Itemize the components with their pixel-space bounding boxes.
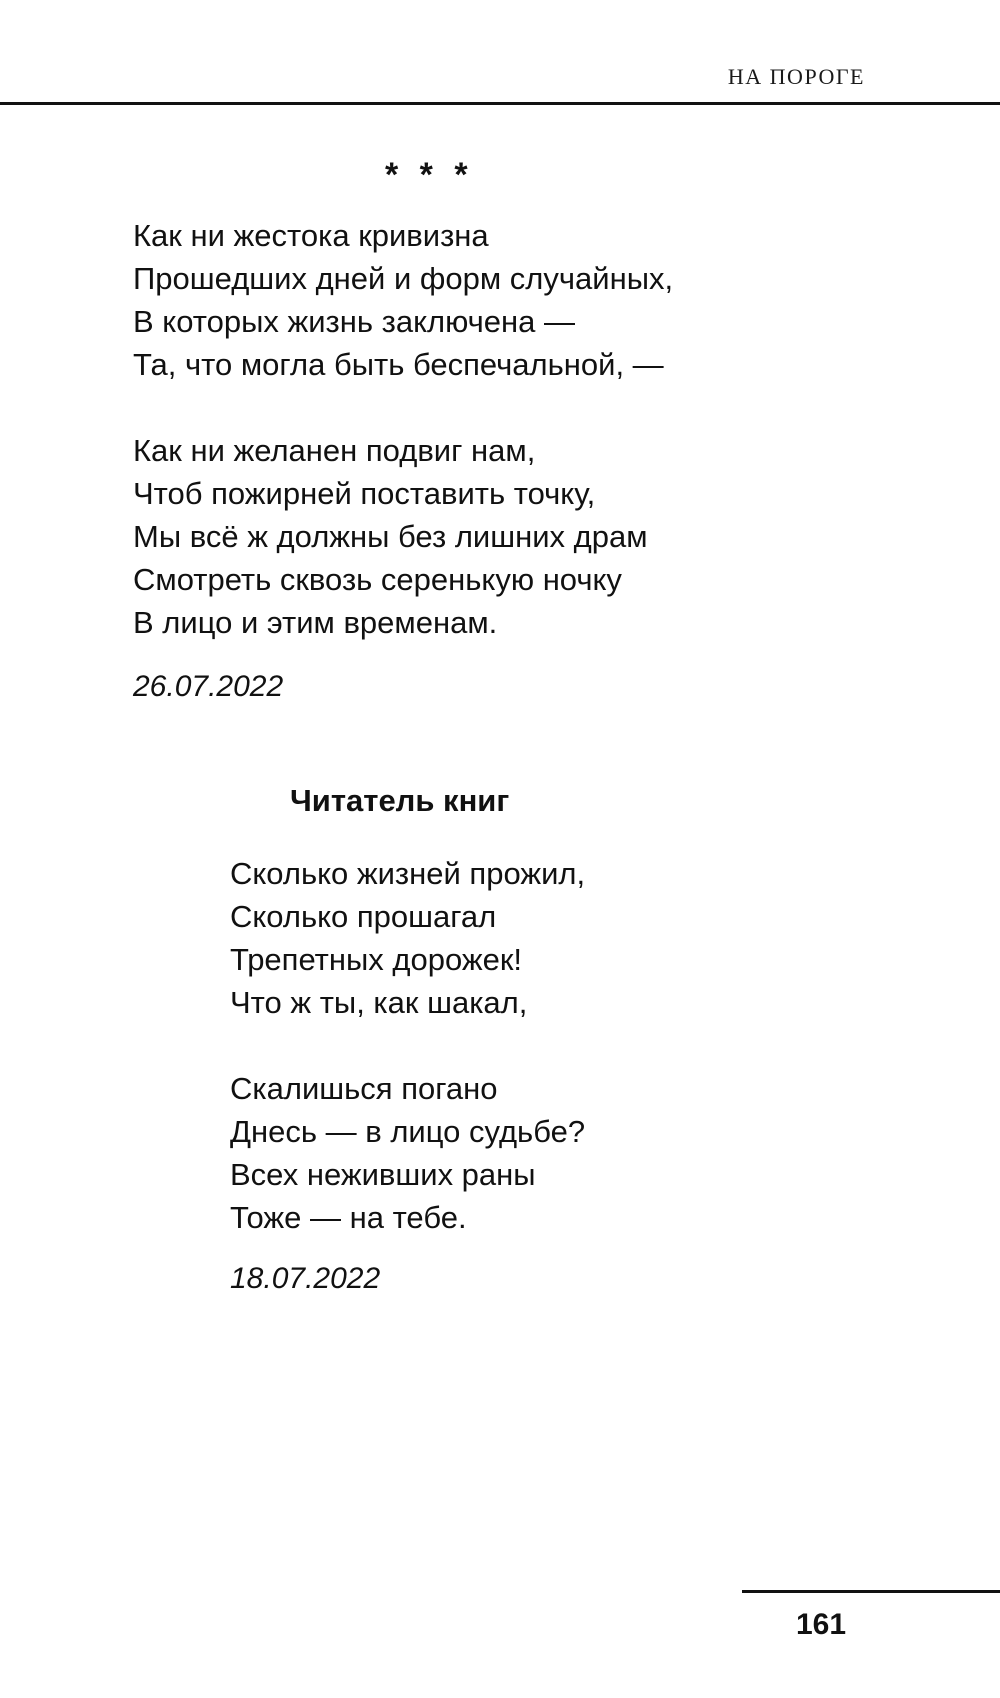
poem-reader-of-books [230, 852, 585, 1239]
poem-line: Тоже — на тебе. [230, 1200, 467, 1235]
poem-line: Сколько прошагал [230, 899, 497, 934]
poem-line: В лицо и этим временам. [133, 605, 498, 640]
stanza-break [230, 1024, 585, 1067]
poem-line: Как ни жестока кривизна [133, 218, 489, 253]
poem-line: Сколько жизней прожил, [230, 856, 586, 891]
poem-line: Трепетных дорожек! [230, 942, 523, 977]
poem-date: 26.07.2022 [133, 670, 284, 703]
poem-line: Всех неживших раны [230, 1157, 536, 1192]
poem-line: В которых жизнь заключена — [133, 304, 576, 339]
stanza-break [133, 386, 673, 429]
section-separator: * * * [385, 156, 474, 194]
poem-line: Смотреть сквозь серенькую ночку [133, 562, 622, 597]
poem-line: Как ни желанен подвиг нам, [133, 433, 536, 468]
poem-line: Днесь — в лицо судьбе? [230, 1114, 586, 1149]
header-rule [0, 102, 1000, 105]
poem-line: Скалишься погано [230, 1071, 498, 1106]
poem-line: Прошедших дней и форм случайных, [133, 261, 674, 296]
poem-line: Та, что могла быть беспечальной, — [133, 347, 664, 382]
poem-date: 18.07.2022 [230, 1262, 381, 1295]
poem-line: Мы всё ж должны без лишних драм [133, 519, 648, 554]
poem-line: Что ж ты, как шакал, [230, 985, 528, 1020]
poem-line: Чтоб пожирней поставить точку, [133, 476, 596, 511]
running-head: НА ПОРОГЕ [727, 64, 865, 89]
poem-untitled [133, 214, 673, 644]
footer-rule [742, 1590, 1000, 1593]
poem-title: Читатель книг [290, 783, 510, 818]
page-number: 161 [796, 1608, 847, 1641]
